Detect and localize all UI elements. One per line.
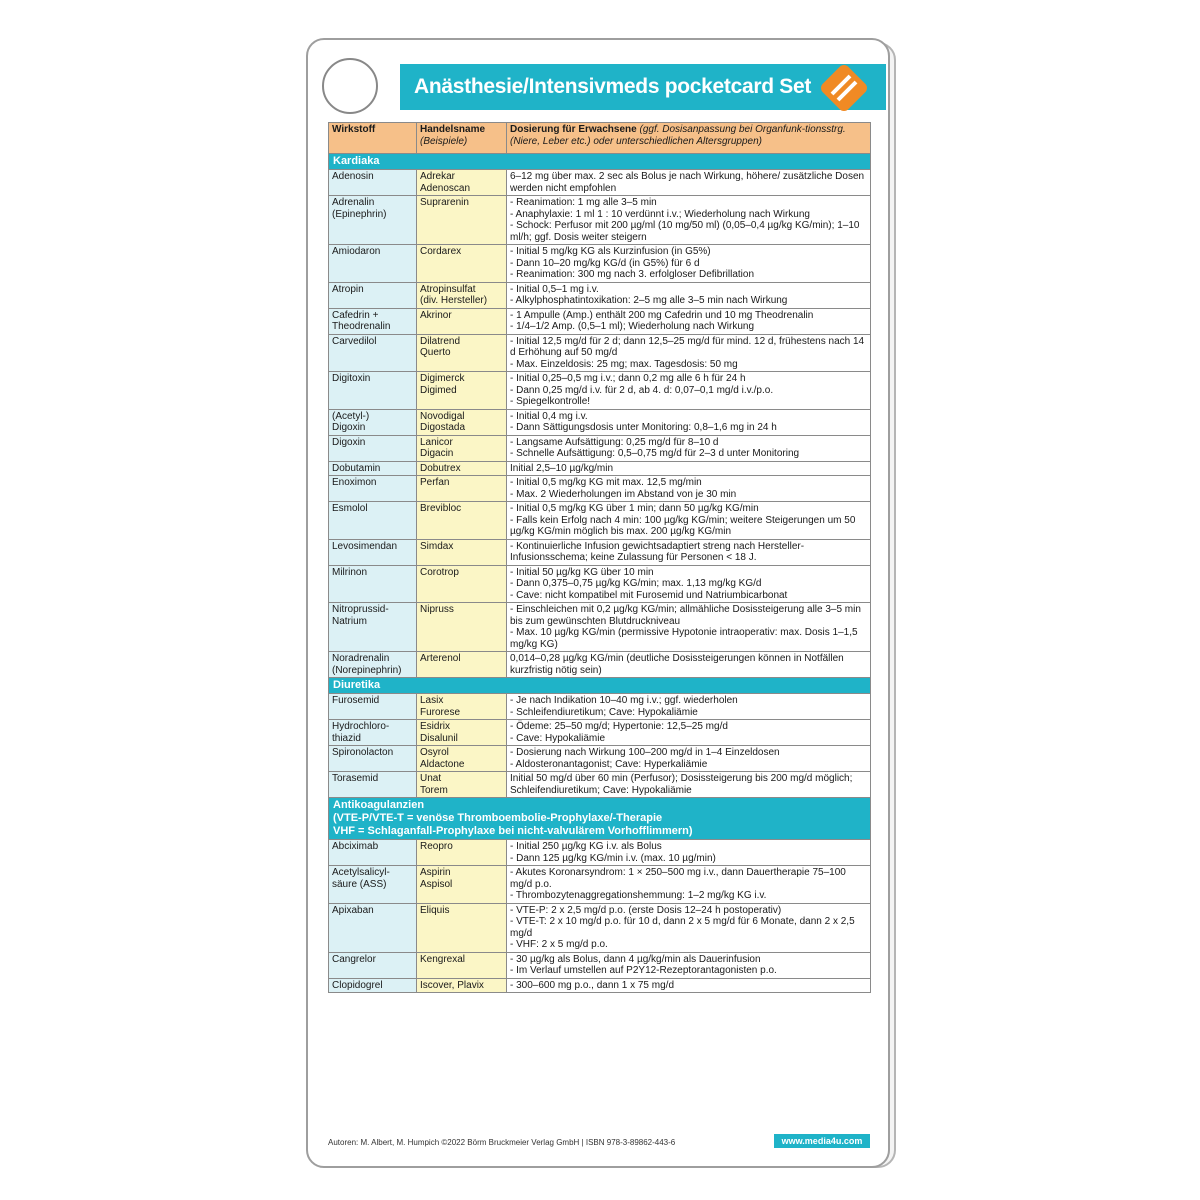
cell-line: Theodrenalin <box>332 321 391 332</box>
cell-line: - Je nach Indikation 10–40 mg i.v.; ggf. wiederholen <box>510 695 738 706</box>
handelsname-cell <box>417 170 507 196</box>
wirkstoff-cell <box>329 372 417 410</box>
wirkstoff-cell <box>329 461 417 476</box>
cell-line: Amiodaron <box>332 246 381 257</box>
dosierung-cell <box>507 461 871 476</box>
cell-line: Adrenalin <box>332 197 375 208</box>
table-row <box>329 952 871 978</box>
cell-line: Furosemid <box>332 695 380 706</box>
dosierung-cell <box>507 866 871 904</box>
section-title-text: Kardiaka <box>333 155 380 167</box>
cell-line: - Cave: Hypokaliämie <box>510 732 606 744</box>
table-row <box>329 866 871 904</box>
cell-line: Cafedrin + <box>332 309 379 321</box>
cell-line: - Dann 0,25 mg/d i.v. für 2 d, ab 4. d: 0,07–0,1 mg/d i.v./p.o. <box>510 384 774 396</box>
dosage-table <box>328 122 871 993</box>
dosierung-cell <box>507 746 871 772</box>
cell-line: Abciximab <box>332 841 379 852</box>
table-row <box>329 565 871 603</box>
cell-line: - Initial 0,5 mg/kg KG über 1 min; dann 50 µg/kg KG/min <box>510 503 759 514</box>
wirkstoff-cell <box>329 978 417 993</box>
cell-line: - Initial 0,5 mg/kg KG mit max. 12,5 mg/min <box>510 477 702 488</box>
handelsname-cell <box>417 196 507 245</box>
cell-line: Torasemid <box>332 773 379 784</box>
wirkstoff-cell <box>329 476 417 502</box>
cell-line: VHF = Schlaganfall-Prophylaxe bei nicht-valvulärem Vorhofflimmern) <box>333 825 693 837</box>
table-row <box>329 435 871 461</box>
section-title-text: Antikoagulanzien <box>333 799 425 811</box>
wirkstoff-cell <box>329 840 417 866</box>
card-title: Anästhesie/Intensivmeds pocketcard Set <box>400 64 886 110</box>
cell-line: - Dann 125 µg/kg KG/min i.v. (max. 10 µg/min) <box>510 852 716 864</box>
dosierung-cell <box>507 720 871 746</box>
footer-credits: Autoren: M. Albert, M. Humpich ©2022 Börm Bruckmeier Verlag GmbH | ISBN 978-3-89862-443-6 <box>328 1138 676 1147</box>
cell-line: - Max. Einzeldosis: 25 mg; max. Tagesdosis: 50 mg <box>510 358 738 370</box>
cell-line: Simdax <box>420 540 454 552</box>
cell-line: - Alkylphosphatintoxikation: 2–5 mg alle 3–5 min nach Wirkung <box>510 295 788 306</box>
section-header <box>329 678 871 694</box>
cell-line: Akrinor <box>420 309 452 321</box>
table-row <box>329 978 871 993</box>
cell-line: - Spiegelkontrolle! <box>510 396 591 407</box>
handelsname-cell <box>417 903 507 952</box>
cell-line: Clopidogrel <box>332 979 383 991</box>
section-header <box>329 798 871 840</box>
cell-line: Digoxin <box>332 422 366 433</box>
table-row <box>329 652 871 678</box>
cell-line: Atropin <box>332 283 364 295</box>
cell-line: Enoximon <box>332 477 377 488</box>
section-title-text: Diuretika <box>333 679 381 691</box>
wirkstoff-cell <box>329 196 417 245</box>
table-row <box>329 840 871 866</box>
cell-line: - Initial 0,25–0,5 mg i.v.; dann 0,2 mg alle 6 h für 24 h <box>510 373 746 384</box>
cell-line: Digoxin <box>332 436 366 448</box>
section-title <box>329 678 871 694</box>
cell-line: säure (ASS) <box>332 878 387 890</box>
cell-line: Adenosin <box>332 171 374 182</box>
table-row <box>329 502 871 540</box>
handelsname-cell <box>417 308 507 334</box>
handelsname-cell <box>417 334 507 372</box>
handelsname-cell <box>417 476 507 502</box>
wirkstoff-cell <box>329 603 417 652</box>
cell-line: Lasix <box>420 695 444 706</box>
cell-line: Initial 2,5–10 µg/kg/min <box>510 462 614 474</box>
cell-line: Adenoscan <box>420 182 471 194</box>
handelsname-cell <box>417 372 507 410</box>
table-row <box>329 746 871 772</box>
wirkstoff-cell <box>329 170 417 196</box>
dosierung-cell <box>507 334 871 372</box>
dosierung-cell <box>507 435 871 461</box>
table-row <box>329 308 871 334</box>
cell-line: Reopro <box>420 841 453 852</box>
cell-line: (Acetyl-) <box>332 410 370 422</box>
wirkstoff-cell <box>329 565 417 603</box>
cell-line: - 300–600 mg p.o., dann 1 x 75 mg/d <box>510 979 674 991</box>
wirkstoff-cell <box>329 282 417 308</box>
table-row <box>329 196 871 245</box>
cell-line: Suprarenin <box>420 197 469 208</box>
cell-line: Carvedilol <box>332 335 377 347</box>
handelsname-cell <box>417 652 507 678</box>
wirkstoff-cell <box>329 409 417 435</box>
table-row <box>329 603 871 652</box>
publisher-logo: www.media4u.com <box>774 1134 870 1148</box>
section-header <box>329 154 871 170</box>
cell-line: - Reanimation: 300 mg nach 3. erfolgloser Defibrillation <box>510 269 755 280</box>
handelsname-cell <box>417 565 507 603</box>
cell-line: Levosimendan <box>332 540 398 552</box>
table-row <box>329 772 871 798</box>
cell-line: - Max. 10 µg/kg KG/min (permissive Hypotonie intraoperativ: max. Dosis 1–1,5 mg/kg KG) <box>510 627 858 650</box>
handelsname-cell <box>417 840 507 866</box>
pocketcard <box>306 38 890 1168</box>
cell-line: Aspisol <box>420 878 453 890</box>
cell-line: thiazid <box>332 732 361 744</box>
cell-line: Aspirin <box>420 867 451 878</box>
table-row <box>329 720 871 746</box>
table-body <box>329 154 871 993</box>
cell-line: - Aldosteronantagonist; Cave: Hyperkaliämie <box>510 758 708 770</box>
cell-line: - Ödeme: 25–50 mg/d; Hypertonie: 12,5–25 mg/d <box>510 721 728 732</box>
cell-line: Dobutamin <box>332 462 381 474</box>
cell-line: Atropinsulfat <box>420 283 476 295</box>
wirkstoff-cell <box>329 694 417 720</box>
wirkstoff-cell <box>329 746 417 772</box>
dosierung-cell <box>507 502 871 540</box>
handelsname-cell <box>417 282 507 308</box>
cell-line: (VTE-P/VTE-T = venöse Thromboembolie-Prophylaxe/-Therapie <box>333 812 663 824</box>
table-row <box>329 334 871 372</box>
table-row <box>329 245 871 283</box>
handelsname-cell <box>417 746 507 772</box>
handelsname-cell <box>417 866 507 904</box>
cell-line: - Schleifendiuretikum; Cave: Hypokaliämie <box>510 706 698 718</box>
cell-line: - Dosierung nach Wirkung 100–200 mg/d in 1–4 Einzeldosen <box>510 747 780 758</box>
cell-line: - Cave: nicht kompatibel mit Furosemid und Natriumbicarbonat <box>510 589 788 601</box>
cell-line: Osyrol <box>420 747 449 758</box>
handelsname-cell <box>417 603 507 652</box>
table-row <box>329 409 871 435</box>
dosierung-cell <box>507 694 871 720</box>
handelsname-cell <box>417 772 507 798</box>
cell-line: Kengrexal <box>420 953 466 965</box>
cell-line: Furorese <box>420 706 461 718</box>
header-wirkstoff: Wirkstoff <box>329 123 417 154</box>
dosierung-cell <box>507 840 871 866</box>
wirkstoff-cell <box>329 866 417 904</box>
cell-line: Torem <box>420 784 448 796</box>
table-header-row <box>329 123 871 154</box>
cell-line: - Schnelle Aufsättigung: 0,5–0,75 mg/d für 2–3 d unter Monitoring <box>510 448 800 459</box>
wirkstoff-cell <box>329 539 417 565</box>
cell-line: Digimed <box>420 384 457 396</box>
handelsname-cell <box>417 539 507 565</box>
table-row <box>329 476 871 502</box>
wirkstoff-cell <box>329 903 417 952</box>
cell-line: - Reanimation: 1 mg alle 3–5 min <box>510 197 657 208</box>
handelsname-cell <box>417 694 507 720</box>
cell-line: Disalunil <box>420 732 458 744</box>
cell-line: - Einschleichen mit 0,2 µg/kg KG/min; allmähliche Dosissteigerung alle 3–5 min bis zum gewünschten Blutdruckniveau <box>510 604 861 627</box>
dosierung-cell <box>507 903 871 952</box>
cell-line: Cangrelor <box>332 953 376 965</box>
dosierung-cell <box>507 652 871 678</box>
pocketcard-logo-icon <box>816 60 872 116</box>
cell-line: - VHF: 2 x 5 mg/d p.o. <box>510 939 608 950</box>
cell-line: - VTE-T: 2 x 10 mg/d p.o. für 10 d, dann 2 x 5 mg/d für 6 Monate, dann 2 x 2,5 mg/d <box>510 916 855 939</box>
wirkstoff-cell <box>329 952 417 978</box>
table-row <box>329 461 871 476</box>
cell-line: - Anaphylaxie: 1 ml 1 : 10 verdünnt i.v.; Wiederholung nach Wirkung <box>510 208 810 220</box>
dosierung-cell <box>507 170 871 196</box>
cell-line: - Initial 250 µg/kg KG i.v. als Bolus <box>510 841 662 852</box>
dosierung-cell <box>507 196 871 245</box>
wirkstoff-cell <box>329 502 417 540</box>
cell-line: Digimerck <box>420 373 465 384</box>
cell-line: Lanicor <box>420 436 453 448</box>
table-row <box>329 282 871 308</box>
cell-line: 0,014–0,28 µg/kg KG/min (deutliche Dosissteigerungen können in Notfällen kurzfristig nötig sein) <box>510 653 844 676</box>
dosierung-cell <box>507 539 871 565</box>
header-dosierung: Dosierung für Erwachsene (ggf. Dosisanpassung bei Organfunk-tionsstrg. (Niere, Leber etc.) oder unterschiedlichen Altersgruppen) <box>507 123 871 154</box>
wirkstoff-cell <box>329 435 417 461</box>
cell-line: - Thrombozytenaggregationshemmung: 1–2 mg/kg KG i.v. <box>510 890 767 901</box>
dosierung-cell <box>507 372 871 410</box>
cell-line: - Akutes Koronarsyndrom: 1 × 250–500 mg i.v., dann Dauertherapie 75–100 mg/d p.o. <box>510 867 846 890</box>
cell-line: Noradrenalin <box>332 653 390 664</box>
cell-line: - Initial 12,5 mg/d für 2 d; dann 12,5–25 mg/d für mind. 12 d, frühestens nach 14 d Erhöhung auf 50 mg/d <box>510 335 865 358</box>
table-row <box>329 539 871 565</box>
cell-line: - VTE-P: 2 x 2,5 mg/d p.o. (erste Dosis 12–24 h postoperativ) <box>510 904 782 916</box>
dosierung-cell <box>507 308 871 334</box>
cell-line: - Initial 0,5–1 mg i.v. <box>510 283 599 295</box>
cell-line: Milrinon <box>332 566 368 578</box>
cell-line: (div. Hersteller) <box>420 295 488 306</box>
cell-line: Digitoxin <box>332 373 371 384</box>
dosierung-cell <box>507 772 871 798</box>
cell-line: Brevibloc <box>420 503 462 514</box>
cell-line: - Initial 0,4 mg i.v. <box>510 410 588 422</box>
table-row <box>329 694 871 720</box>
handelsname-cell <box>417 409 507 435</box>
wirkstoff-cell <box>329 720 417 746</box>
cell-line: (Epinephrin) <box>332 208 387 220</box>
cell-line: Natrium <box>332 615 368 627</box>
cell-line: Querto <box>420 347 451 358</box>
handelsname-cell <box>417 502 507 540</box>
cell-line: (Norepinephrin) <box>332 664 402 676</box>
cell-line: Arterenol <box>420 653 461 664</box>
dosierung-cell <box>507 978 871 993</box>
section-title <box>329 154 871 170</box>
cell-line: Hydrochloro- <box>332 721 390 732</box>
cell-line: Nipruss <box>420 604 454 615</box>
handelsname-cell <box>417 461 507 476</box>
cell-line: - Max. 2 Wiederholungen im Abstand von je 30 min <box>510 488 737 500</box>
section-title <box>329 798 871 840</box>
cell-line: Esidrix <box>420 721 451 732</box>
table-row <box>329 903 871 952</box>
dosierung-cell <box>507 565 871 603</box>
cell-line: Cordarex <box>420 246 462 257</box>
cell-line: - 30 µg/kg als Bolus, dann 4 µg/kg/min als Dauerinfusion <box>510 953 761 965</box>
cell-line: - Im Verlauf umstellen auf P2Y12-Rezeptorantagonisten p.o. <box>510 965 777 976</box>
cell-line: - Schock: Perfusor mit 200 µg/ml (10 mg/50 ml) (0,05–0,4 µg/kg KG/min); 1–10 ml/h; ggf. Dosis weiter steigern <box>510 220 860 243</box>
cell-line: Dobutrex <box>420 462 461 474</box>
cell-line: Initial 50 mg/d über 60 min (Perfusor); Dosissteigerung bis 200 mg/d möglich; Schleifendiuretikum; Cave: Hypokaliämie <box>510 773 853 796</box>
cell-line: Iscover, Plavix <box>420 979 484 991</box>
cell-line: Novodigal <box>420 410 465 422</box>
table-row <box>329 372 871 410</box>
wirkstoff-cell <box>329 245 417 283</box>
dosierung-cell <box>507 282 871 308</box>
cell-line: - 1 Ampulle (Amp.) enthält 200 mg Cafedrin und 10 mg Theodrenalin <box>510 309 814 321</box>
cell-line: Spironolacton <box>332 747 394 758</box>
wirkstoff-cell <box>329 652 417 678</box>
punch-hole <box>322 58 378 114</box>
dosage-table-wrap <box>328 122 870 993</box>
handelsname-cell <box>417 720 507 746</box>
wirkstoff-cell <box>329 334 417 372</box>
cell-line: Apixaban <box>332 904 374 916</box>
cell-line: Dilatrend <box>420 335 461 347</box>
cell-line: - Dann 10–20 mg/kg KG/d (in G5%) für 6 d <box>510 257 700 269</box>
handelsname-cell <box>417 435 507 461</box>
table-row <box>329 170 871 196</box>
cell-line: Eliquis <box>420 904 450 916</box>
cell-line: - Initial 5 mg/kg KG als Kurzinfusion (in G5%) <box>510 246 711 257</box>
header-handelsname: Handelsname (Beispiele) <box>417 123 507 154</box>
cell-line: - Langsame Aufsättigung: 0,25 mg/d für 8–10 d <box>510 436 719 448</box>
handelsname-cell <box>417 978 507 993</box>
cell-line: - 1/4–1/2 Amp. (0,5–1 ml); Wiederholung nach Wirkung <box>510 321 755 332</box>
cell-line: 6–12 mg über max. 2 sec als Bolus je nach Wirkung, höhere/ zusätzliche Dosen werden nicht empfohlen <box>510 171 865 194</box>
cell-line: - Dann Sättigungsdosis unter Monitoring: 0,8–1,6 mg in 24 h <box>510 422 777 433</box>
cell-line: Corotrop <box>420 566 459 578</box>
cell-line: - Falls kein Erfolg nach 4 min: 100 µg/kg KG/min; weitere Steigerungen um 50 µg/kg KG/min möglich bis max. 200 µg/kg KG/min <box>510 514 856 537</box>
cell-line: Nitroprussid- <box>332 604 389 615</box>
dosierung-cell <box>507 603 871 652</box>
handelsname-cell <box>417 952 507 978</box>
wirkstoff-cell <box>329 308 417 334</box>
handelsname-cell <box>417 245 507 283</box>
cell-line: - Initial 50 µg/kg KG über 10 min <box>510 566 654 578</box>
cell-line: Acetylsalicyl- <box>332 867 390 878</box>
cell-line: Adrekar <box>420 171 456 182</box>
cell-line: Digostada <box>420 422 466 433</box>
cell-line: Unat <box>420 773 442 784</box>
dosierung-cell <box>507 245 871 283</box>
cell-line: Esmolol <box>332 503 368 514</box>
cell-line: Aldactone <box>420 758 465 770</box>
cell-line: Digacin <box>420 448 454 459</box>
dosierung-cell <box>507 409 871 435</box>
cell-line: Perfan <box>420 477 450 488</box>
cell-line: - Kontinuierliche Infusion gewichtsadaptiert streng nach Hersteller-Infusionsschema; keine Zulassung für Personen < 18 J. <box>510 540 805 563</box>
dosierung-cell <box>507 952 871 978</box>
wirkstoff-cell <box>329 772 417 798</box>
cell-line: - Dann 0,375–0,75 µg/kg KG/min; max. 1,13 mg/kg KG/d <box>510 578 762 589</box>
dosierung-cell <box>507 476 871 502</box>
